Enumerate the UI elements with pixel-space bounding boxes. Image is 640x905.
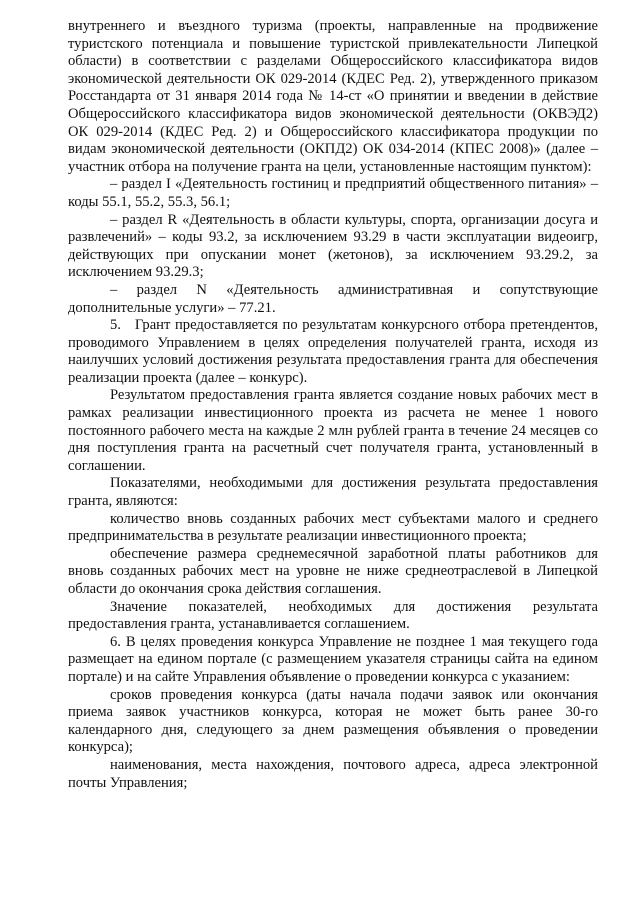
paragraph-contact-info: наименования, места нахождения, почтового адреса, адреса электронной почты Управления; [68,756,598,791]
paragraph-contest-dates: сроков проведения конкурса (даты начала подачи заявок или окончания приема заявок участников конкурса, которая не может быть ранее 30-го календарного дня, следующего за днем размещения объявления о проведении конкурса); [68,686,598,756]
paragraph-indicator-jobs: количество вновь созданных рабочих мест субъектами малого и среднего предпринимательства в результате реализации инвестиционного проекта; [68,510,598,545]
paragraph-tourism-sections: внутреннего и въездного туризма (проекты, направленные на продвижение туристского потенциала и повышение туристской привлекательности Липецкой области) в соответствии с разделами Общероссийского классификатора видов экономической деятельности ОК 029-2014 (КДЕС Ред. 2), утвержденного приказом Росстандарта от 31 января 2014 года № 14-ст «О принятии и введении в действие Общероссийского классификатора видов экономической деятельности (ОКВЭД2) ОК 029-2014 (КДЕС Ред. 2) и Общероссийского классификатора продукции по видам экономической деятельности (ОКПД2) ОК 034-2014 (КПЕС 2008)» (далее – участник отбора на получение гранта на цели, установленные настоящим пунктом): [68,18,598,175]
paragraph-result: Результатом предоставления гранта является создание новых рабочих мест в рамках реализации инвестиционного проекта из расчета не менее 1 нового постоянного рабочего места на каждые 2 млн рублей гранта в течение 24 месяцев со дня поступления гранта на расчетный счет получателя гранта, установленный в соглашении. [68,387,598,474]
paragraph-indicators-intro: Показателями, необходимыми для достижения результата предоставления гранта, являются: [68,475,598,510]
paragraph-item-6: 6. В целях проведения конкурса Управление не позднее 1 мая текущего года размещает на едином портале (с размещением указателя страницы сайта на едином портале) и на сайте Управления объявление о проведении конкурса с указанием: [68,633,598,685]
paragraph-indicator-values: Значение показателей, необходимых для достижения результата предоставления гранта, устанавливается соглашением. [68,598,598,633]
paragraph-item-5: 5. Грант предоставляется по результатам конкурсного отбора претендентов, проводимого Управлением в целях определения получателей гранта, исходя из наилучших условий достижения результата предоставления гранта для обеспечения реализации проекта (далее – конкурс). [68,317,602,386]
paragraph-section-r: – раздел R «Деятельность в области культуры, спорта, организации досуга и развлечений» – коды 93.2, за исключением 93.29 в части эксплуатации видеоигр, действующих при опускании монет (жетонов), за исключением 93.29.2, за исключением 93.29.3; [68,211,598,281]
paragraph-section-i: – раздел I «Деятельность гостиниц и предприятий общественного питания» – коды 55.1, 55.2, 55.3, 56.1; [68,176,598,210]
paragraph-indicator-salary: обеспечение размера среднемесячной заработной платы работников для вновь созданных рабочих мест на уровне не ниже среднеотраслевой в Липецкой области до окончания срока действия соглашения. [68,545,598,597]
paragraph-section-n: – раздел N «Деятельность административная и сопутствующие дополнительные услуги» – 77.21. [68,281,598,316]
document-page [68,18,602,792]
